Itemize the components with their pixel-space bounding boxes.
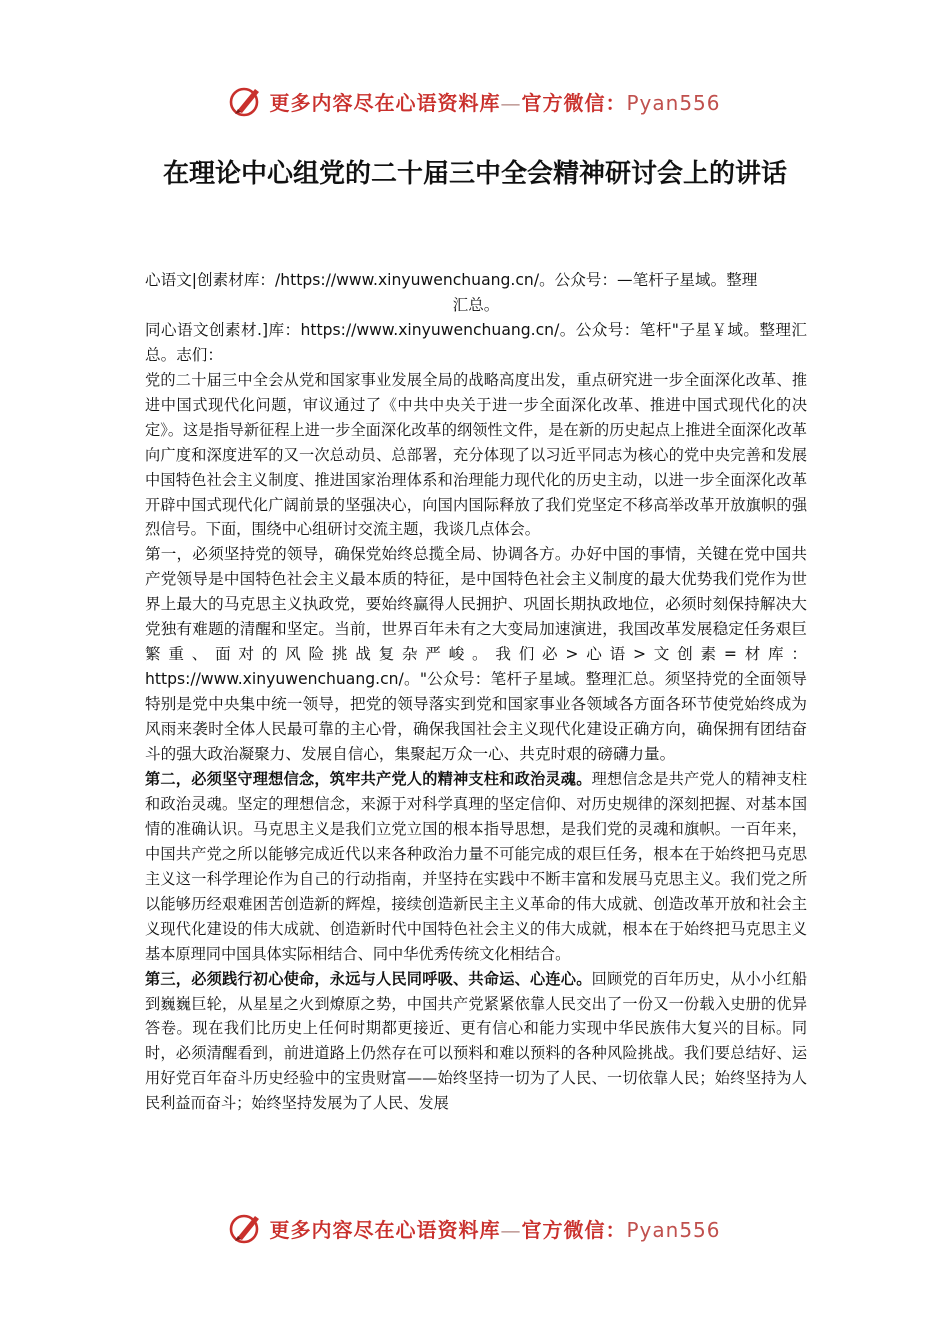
pen-logo-icon — [229, 84, 263, 118]
document-body — [145, 268, 807, 1116]
section-1-paragraph: 第一，必须坚持党的领导，确保党始终总揽全局、协调各方。办好中国的事情，关键在党中国共产党领导是中国特色社会主义最本质的特征，是中国特色社会主义制度的最大优势我们党作为世界上最大的马克思主义执政党，要始终赢得人民拥护、巩固长期执政地位，必须时刻保持解决大党独有难题的清醒和坚定。当前，世界百年未有之大变局加速演进，我国改革发展稳定任务艰巨繁重、面对的风险挑战复杂严峻。我们必>心语>文创素=材库：https://www.xinyuwenchuang.cn/。"公众号：笔杆子星域。整理汇总。须坚持党的全面领导特别是党中央集中统一领导，把党的领导落实到党和国家事业各领域各方面各环节使党始终成为风雨来袭时全体人民最可靠的主心骨，确保我国社会主义现代化建设正确方向，确保拥有团结奋斗的强大政治凝聚力、发展自信心，集聚起万众一心、共克时艰的磅礴力量。 — [145, 545, 807, 764]
source-line-2: 同心语文创素材.]库：https://www.xinyuwenchuang.cn/。公众号：笔杆"子星￥域。整理汇总。志们： — [145, 321, 807, 364]
banner-text — [269, 87, 720, 116]
source-line-1: 心语文|创素材库：/https://www.xinyuwenchuang.cn/。公众号：—笔杆子星域。整理 — [145, 271, 758, 289]
banner-text — [269, 1214, 720, 1243]
section-3-heading: 第三，必须践行初心使命，永远与人民同呼吸、共命运、心连心。 — [145, 969, 592, 988]
banner-wechat-id: Pyan556 — [626, 90, 721, 115]
pen-logo-icon — [229, 1211, 263, 1245]
section-2-paragraph — [145, 767, 807, 966]
footer-banner[interactable] — [0, 1211, 950, 1245]
section-3-body: 回顾党的百年历史，从小小红船到巍巍巨轮，从星星之火到燎原之势，中国共产党紧紧依靠人民交出了一份又一份载入史册的优异答卷。现在我们比历史上任何时期都更接近、更有信心和能力实现中华民族伟大复兴的目标。同时，必须清醒看到，前进道路上仍然存在可以预料和难以预料的各种风险挑战。我们要总结好、运用好党百年奋斗历史经验中的宝贵财富——始终坚持一切为了人民、一切依靠人民；始终坚持为人民利益而奋斗；始终坚持发展为了人民、发展 — [145, 969, 808, 1113]
section-2-heading: 第二，必须坚守理想信念，筑牢共产党人的精神支柱和政治灵魂。 — [145, 770, 592, 789]
intro-paragraph: 党的二十届三中全会从党和国家事业发展全局的战略高度出发，重点研究进一步全面深化改革、推进中国式现代化问题，审议通过了《中共中央关于进一步全面深化改革、推进中国式现代化的决定》。这是指导新征程上进一步全面深化改革的纲领性文件，是在新的历史起点上推进全面深化改革向广度和深度进军的又一次总动员、总部署，充分体现了以习近平同志为核心的党中央完善和发展中国特色社会主义制度、推进国家治理体系和治理能力现代化的历史主动，以进一步全面深化改革开辟中国式现代化广阔前景的坚强决心，向国内国际释放了我们党坚定不移高举改革开放旗帜的强烈信号。下面，围绕中心组研讨交流主题，我谈几点体会。 — [145, 371, 807, 539]
section-2-body: 理想信念是共产党人的精神支柱和政治灵魂。坚定的理想信念，来源于对科学真理的坚定信仰、对历史规律的深刻把握、对基本国情的准确认识。马克思主义是我们立党立国的根本指导思想，是我们党的灵魂和旗帜。一百年来，中国共产党之所以能够完成近代以来各种政治力量不可能完成的艰巨任务，根本在于始终把马克思主义这一科学理论作为自己的行动指南，并坚持在实践中不断丰富和发展马克思主义。我们党之所以能够历经艰难困苦创造新的辉煌，接续创造新民主主义革命的伟大成就、创造改革开放和社会主义现代化建设的伟大成就、创造新时代中国特色社会主义的伟大成就，根本在于始终把马克思主义基本原理同中国具体实际相结合、同中华优秀传统文化相结合。 — [145, 770, 808, 963]
banner-slogan: 更多内容尽在心语资料库 — [269, 90, 501, 115]
banner-separator: — — [500, 90, 522, 115]
source-line-1-end: 汇总。 — [452, 296, 500, 314]
banner-separator: — — [500, 1217, 522, 1242]
banner-wechat-id: Pyan556 — [626, 1217, 721, 1242]
header-banner[interactable] — [0, 84, 950, 118]
banner-wechat-label: 官方微信： — [521, 1217, 627, 1242]
banner-slogan: 更多内容尽在心语资料库 — [269, 1217, 501, 1242]
section-3-paragraph — [145, 967, 807, 1116]
document-title: 在理论中心组党的二十届三中全会精神研讨会上的讲话 — [162, 159, 787, 189]
banner-wechat-label: 官方微信： — [521, 90, 627, 115]
